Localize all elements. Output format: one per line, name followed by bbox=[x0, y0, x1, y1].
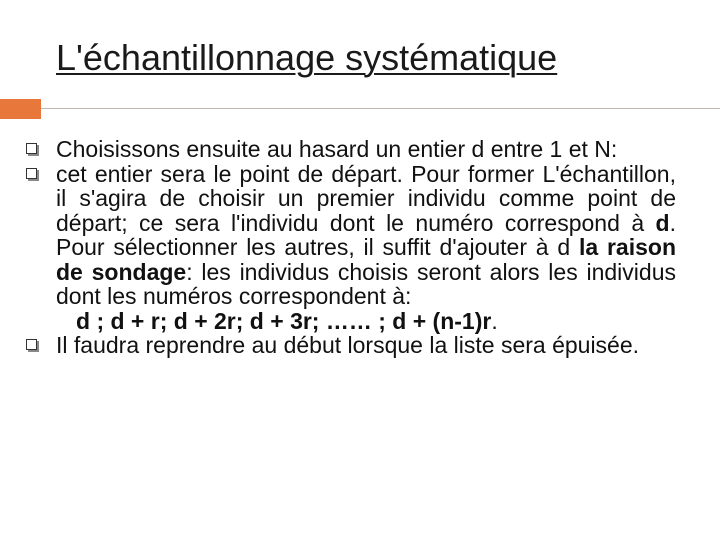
bullet-item-1-text: Choisissons ensuite au hasard un entier d entre 1 et N: bbox=[56, 136, 618, 162]
square-bullet-icon bbox=[26, 143, 37, 154]
bullet-item-2-formula-line bbox=[56, 309, 676, 334]
bullet-item-2-formula-end: . bbox=[491, 307, 498, 334]
bullet-item-2-text-a: cet entier sera le point de départ. Pour former L'échantillon, il s'agira de choisir un premier individu comme point de départ; ce sera l'individu dont le numéro correspond à bbox=[56, 160, 676, 236]
bullet-item-3 bbox=[20, 333, 676, 358]
square-bullet-icon bbox=[26, 339, 37, 350]
slide-title: L'échantillonnage systématique bbox=[56, 37, 558, 78]
title-divider bbox=[41, 108, 720, 109]
bullet-item-2-text-b: . Pour sélectionner les autres, il suffit d'ajouter à d bbox=[56, 209, 676, 260]
bullet-item-2-bold-raison: la raison de sondage bbox=[56, 234, 676, 285]
title-accent-bar bbox=[0, 99, 41, 119]
square-bullet-icon bbox=[26, 168, 37, 179]
bullet-item-1 bbox=[20, 137, 676, 162]
slide-content bbox=[20, 137, 676, 358]
bullet-item-2-bold-d: d bbox=[655, 209, 670, 236]
bullet-item-3-text: Il faudra reprendre au début lorsque la liste sera épuisée. bbox=[56, 332, 640, 358]
bullet-item-2-formula: d ; d + r; d + 2r; d + 3r; …… ; d + (n-1)r bbox=[76, 307, 492, 334]
bullet-item-2-text-c: : les individus choisis seront alors les individus dont les numéros correspondent à: bbox=[56, 258, 676, 309]
bullet-item-2 bbox=[20, 162, 676, 334]
